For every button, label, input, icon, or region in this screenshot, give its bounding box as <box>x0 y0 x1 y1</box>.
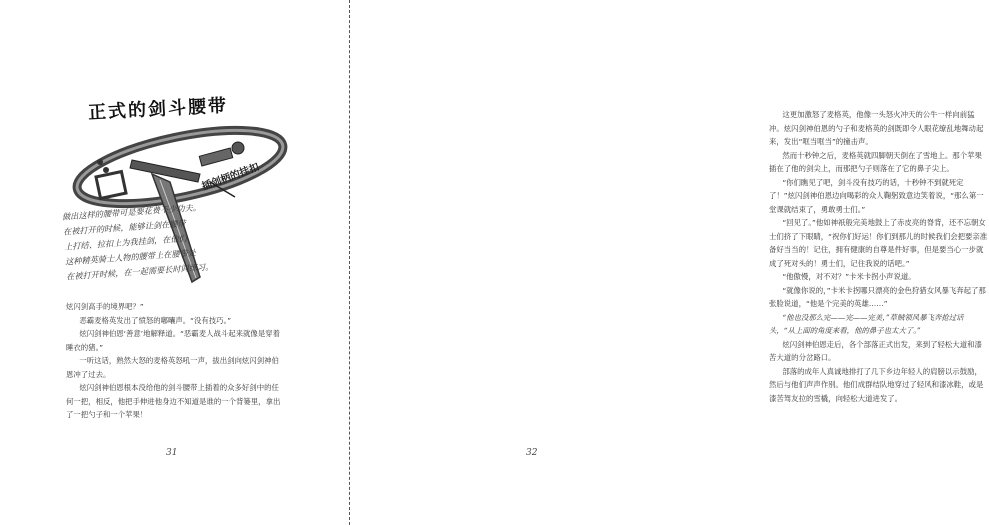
right-body-text <box>769 108 989 405</box>
note-line: 在被打开时候，在一起需要长时间练习。 <box>65 261 214 282</box>
paragraph: 恶霸麦格英发出了愤怒的嘟囔声。“没有技巧。” <box>79 315 232 325</box>
illustration-title: 正式的剑斗腰带 <box>87 95 229 124</box>
left-body-text <box>66 300 286 422</box>
illustration-callout: 插剑柄的挂扣 <box>200 161 261 193</box>
right-page <box>351 0 988 525</box>
paragraph: 部落的成年人真诚地排打了几下乡边年轻人的肩膀以示鼓励，然后与他们声声作别。他们成群结队地穿过了轻风和漆冰鞋，或是漆苦驾友拉的雪橇，向轻松大道进发了。 <box>769 366 984 403</box>
paragraph: “他傲慢，对不对？”卡米卡拐小声说道。 <box>782 272 916 281</box>
paragraph: 一听这话，熟然大怒的麦格英怒吼一声，拔出剑向炫闪剑神伯恩冲了过去。 <box>66 356 279 379</box>
page-number-left: 31 <box>166 448 178 458</box>
paragraph: 炫闪剑高手的境界吧？” <box>66 302 144 311</box>
note-line: 这种精英骑士人物的腰带上在腰带处 <box>64 247 197 267</box>
paragraph: 炫闪剑神伯恩‘善意’地解释道。“恶霸麦人战斗起来就像是穿着睡衣的猪。” <box>66 329 280 352</box>
paragraph: 炫闪剑神伯恩走后，各个部落正式出发，来到了轻松大道和漆苦大道的分岔路口。 <box>769 339 982 362</box>
note-line: 做出这样的腰带可是要花费不少功夫。 <box>61 202 202 222</box>
paragraph: “回见了。”他如神祇般完美地鼓上了赤皮亮的脊背，还不忘朝女士们挤了下眼睛，“祝你们好运！你们到那儿的时候我们会把要亲准备好当当的！记住，拥有健康的自尊是件好事，但是要当心一步就成了死对头的！勇士们，记住我说的话吧。” <box>769 218 988 268</box>
paragraph: “你们瞧见了吧，剑斗没有技巧的话，十秒钟不到就死定了！”炫闪剑神伯恩边向喝彩的众人鞠躬致意边笑着说，“那么第一堂课就结束了，勇敢勇士们。” <box>769 177 984 214</box>
paragraph: 炫闪剑神伯恩根本没给他的剑斗腰带上插着的众多好剑中的任何一把，相反，他把手伸进他身边不知道是谁的一个背篓里，拿出了一把勺子和一个苹果！ <box>66 383 281 419</box>
paragraph-handwritten: “他也没那么完——完——完美，”草贼领风暴飞奔抢过话头，“从上面的角度来看，他的鼻子也太大了。” <box>769 312 964 335</box>
left-page <box>0 0 349 525</box>
page-gutter-divider <box>349 0 350 525</box>
paragraph: 这更加激怒了麦格英，他像一头怒火冲天的公牛一样向前猛冲。炫闪剑神伯恩的勺子和麦格英的剑既即令人眼花缭乱地舞动起来，发出“哐当哐当”的撞击声。 <box>769 110 984 146</box>
paragraph: “就像你说的，”卡米卡拐哪只漂亮的金色狩猎女风暴飞奔起了那张脸说道，“他是个完美的英雄……” <box>769 285 986 308</box>
paragraph: 然而十秒钟之后，麦格英就四脚朝天倒在了雪地上。那个苹果插在了他的剑尖上，而那把勺子则落在了它的鼻子尖上。 <box>769 150 982 173</box>
handwritten-note <box>61 200 214 284</box>
note-line: 在被打开的时候，能够让剑在腰带 <box>62 218 186 237</box>
page-number-right: 32 <box>526 448 538 458</box>
note-line: 上打结、拉扣上为我挂剑，在他们 <box>63 233 188 252</box>
